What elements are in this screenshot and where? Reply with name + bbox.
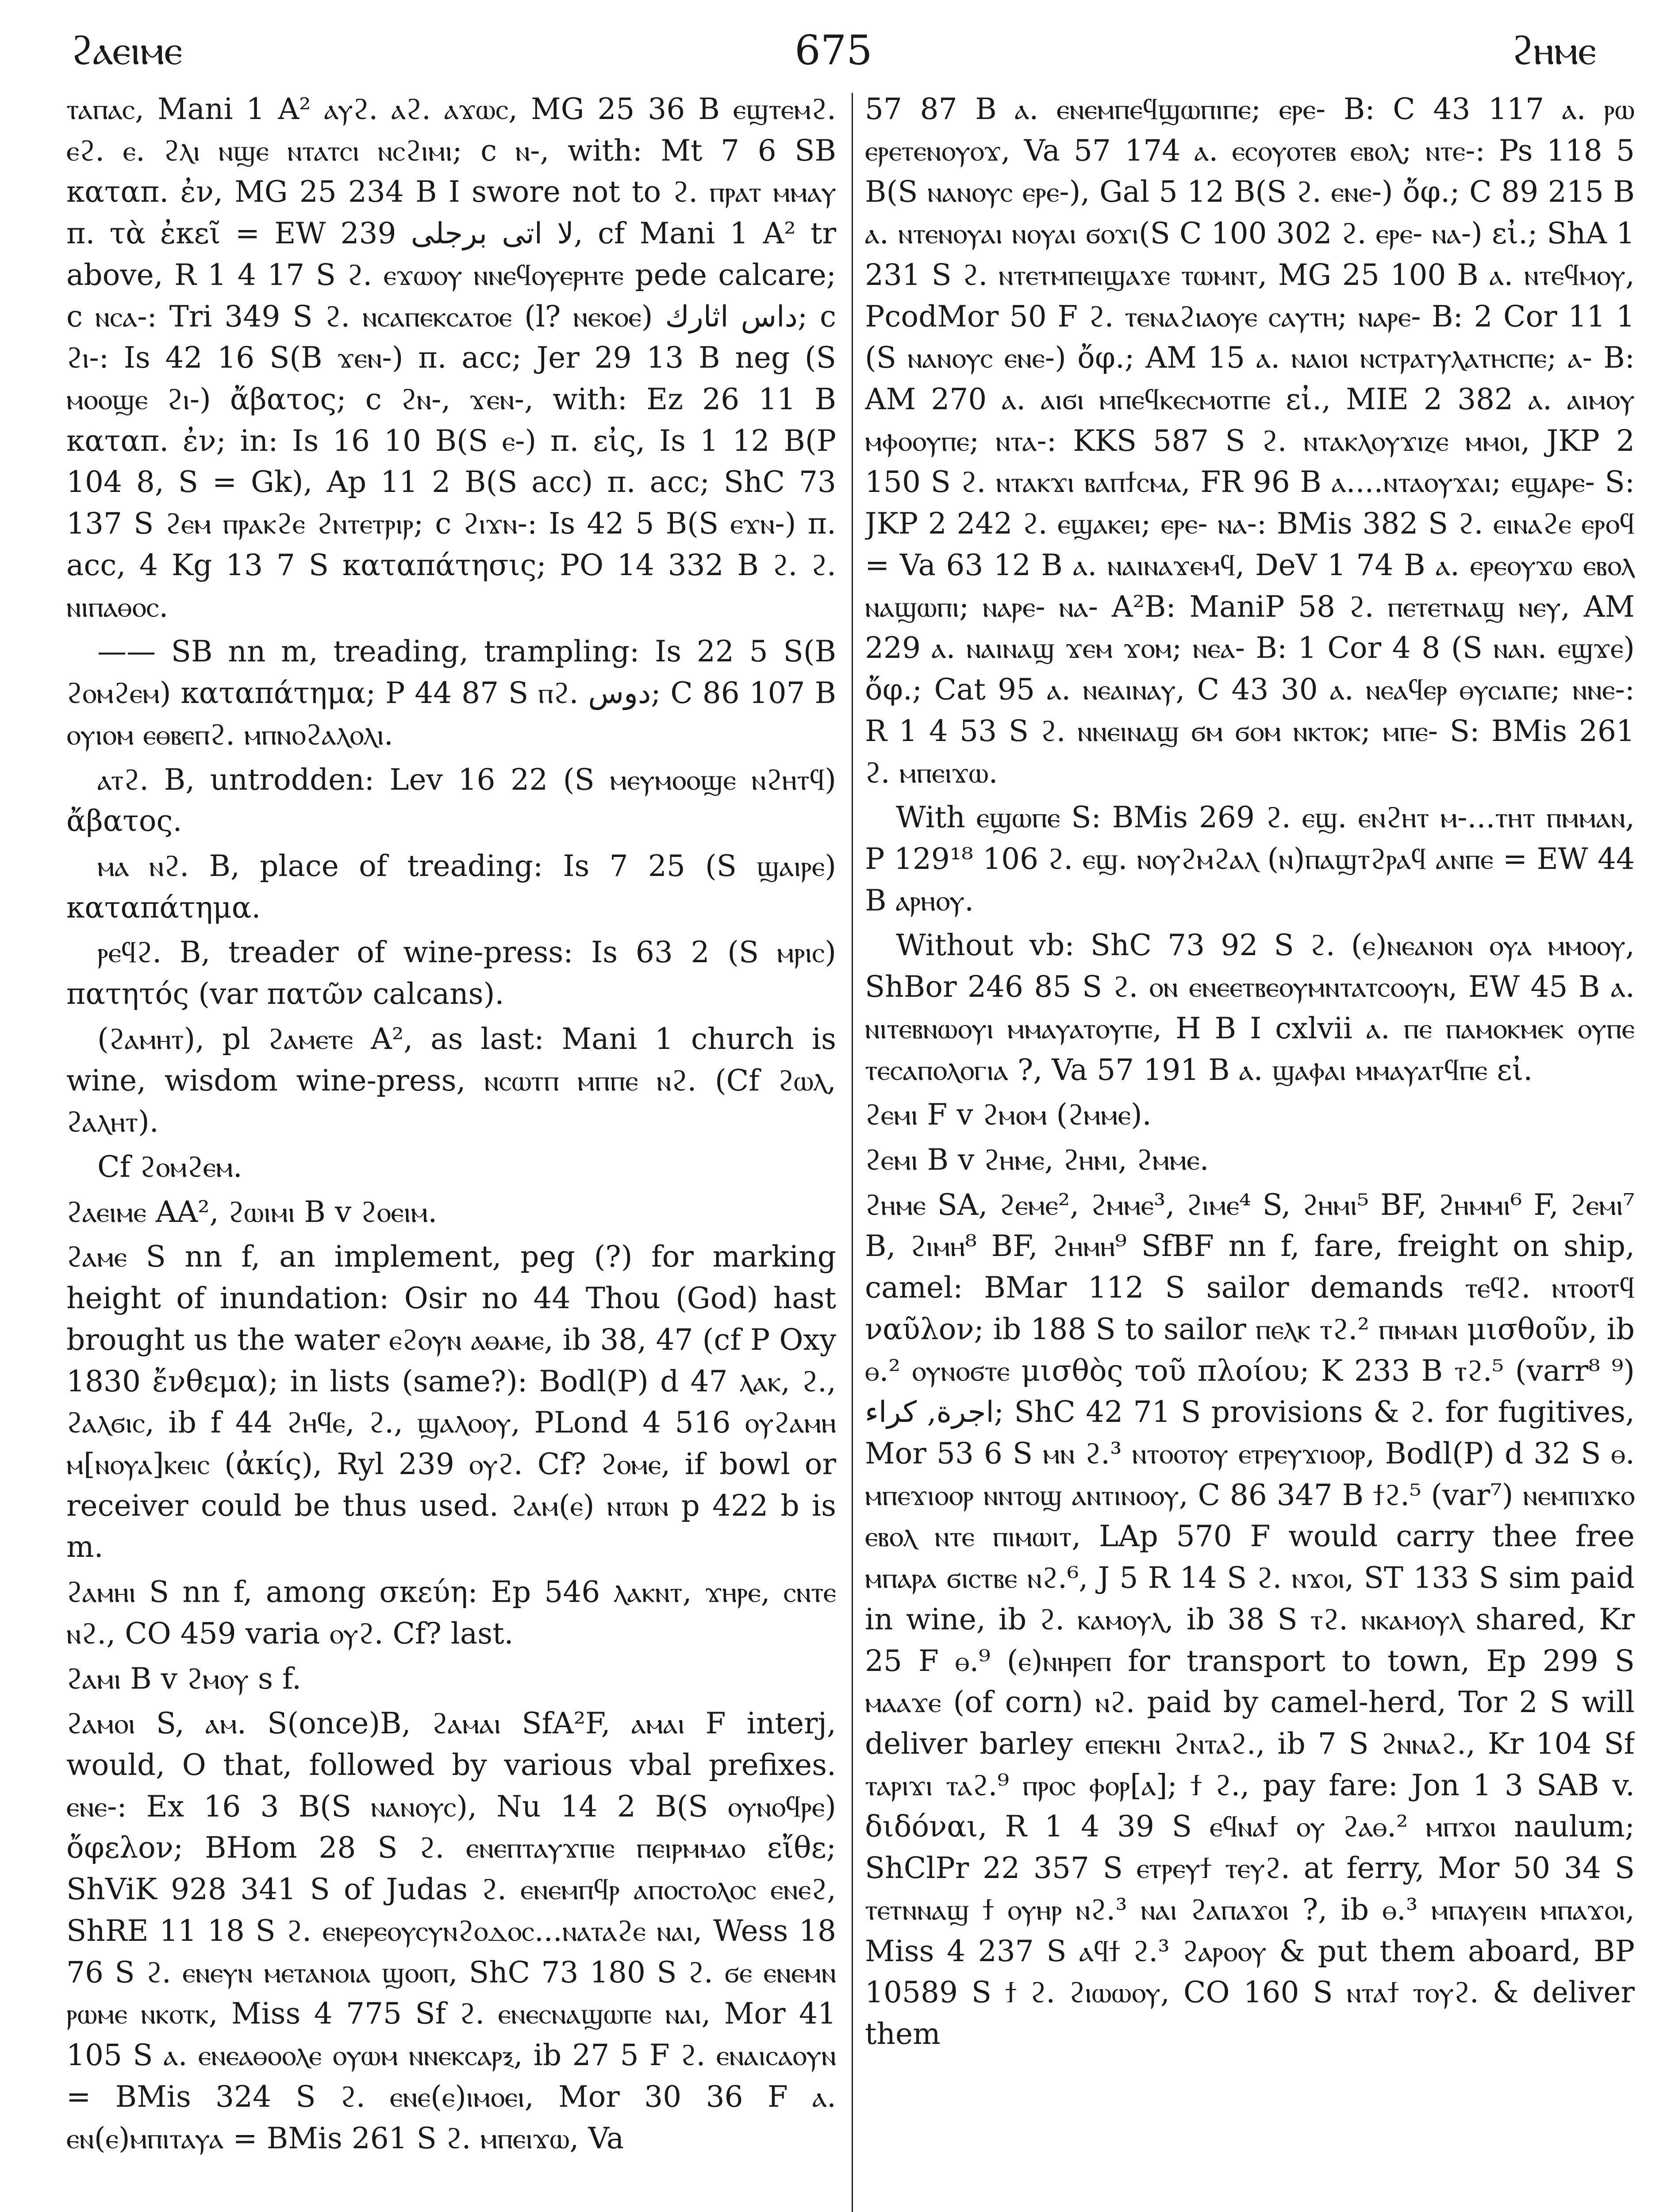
- page-header: [71, 27, 1596, 80]
- header-left-headword: ϩⲁⲉⲓⲙⲉ: [71, 27, 183, 74]
- headword-entry: ϩⲉⲙⲓ B v ϩⲏⲙⲉ, ϩⲏⲙⲓ, ϩⲙⲙⲉ.: [865, 1142, 1209, 1177]
- entry-paragraph: Without vb: ShC 73 92 S ϩ. (ⲉ)ⲛⲉⲁⲛⲟⲛ ⲟⲩⲁ ⲙⲙⲟⲟⲩ, ShBor 246 85 S ϩ. ⲟⲛ ⲉⲛⲉⲉⲧⲃⲉⲟⲩⲙⲛⲧⲁⲧⲥⲟⲟⲩⲛ, EW 45 B ⲁ. ⲛⲓⲧⲉⲃⲛⲱⲟⲩⲓ ⲙⲙⲁⲩⲁⲧⲟⲩⲡⲉ, H B I cxlvii ⲁ. ⲡⲉ ⲡⲁⲙⲟⲕⲙⲉⲕ ⲟⲩⲡⲉ ⲧⲉⲥⲁⲡⲟⲗⲟⲅⲓⲁ ?, Va 57 191 B ⲁ. ϣⲁⲫⲁⲓ ⲙⲙⲁⲩⲁⲧϥⲡⲉ εἰ.: [865, 928, 1635, 1087]
- entry-paragraph: Cf ϩⲟⲙϩⲉⲙ.: [97, 1149, 242, 1184]
- header-right-headword: ϩⲏⲙⲉ: [1511, 27, 1596, 74]
- entry-paragraph: —— SB nn m, treading, trampling: Is 22 5 S(B ϩⲟⲙϩⲉⲙ) καταπάτημα; P 44 87 S ⲡϩ. دوس; C 86 107 B ⲟⲩⲓⲟⲙ ⲉⲑⲃⲉⲡϩ. ⲙⲡⲛⲟϩⲁⲗⲟⲗⲓ.: [66, 634, 836, 752]
- headword-entry: ϩⲁⲙⲉ S nn f, an implement, peg (?) for marking height of inundation: Osir no 44 Thou (God) hast brought us the water ⲉϩⲟⲩⲛ ⲁⲑⲁⲙⲉ, ib 38, 47 (cf P Oxy 1830 ἔνθεμα); in lists (same?): Bodl(P) d 47 ⲗⲁⲕ, ϩ., ϩⲁⲗϭⲓⲥ, ib f 44 ϩⲏϥⲉ, ϩ., ϣⲁⲗⲟⲟⲩ, PLond 4 516 ⲟⲩϩⲁⲙⲏ ⲙ[ⲛⲟⲩⲁ]ⲕⲉⲓⲥ (ἀκίς), Ryl 239 ⲟⲩϩ. Cf? ϩⲟⲙⲉ, if bowl or receiver could be thus used. ϩⲁⲙ(ⲉ) ⲛⲧⲱⲛ p 422 b is m.: [66, 1240, 836, 1564]
- entry-paragraph: With ⲉϣⲱⲡⲉ S: BMis 269 ϩ. ⲉϣ. ⲉⲛϩⲏⲧ ⲙ-...ⲧⲏⲧ ⲡⲙⲙⲁⲛ, P 129¹⁸ 106 ϩ. ⲉϣ. ⲛⲟⲩϩⲙϩⲁⲗ (ⲛ)ⲡⲁϣⲧϩⲣⲁϥ ⲁⲛⲡⲉ = EW 44 B ⲁⲣⲏⲟⲩ.: [865, 800, 1635, 918]
- headword-entry: ϩⲁⲙⲟⲓ S, ⲁⲙ. S(once)B, ϩⲁⲙⲁⲓ SfA²F, ⲁⲙⲁⲓ F interj, would, O that, followed by various vbal prefixes. ⲉⲛⲉ-: Ex 16 3 B(S ⲛⲁⲛⲟⲩⲥ), Nu 14 2 B(S ⲟⲩⲛⲟϥⲣⲉ) ὄφελον; BHom 28 S ϩ. ⲉⲛⲉⲡⲧⲁⲩϫⲡⲓⲉ ⲡⲉⲓⲣⲙⲙⲁⲟ εἴθε; ShViK 928 341 S of Judas ϩ. ⲉⲛⲉⲙⲡϥⲣ ⲁⲡⲟⲥⲧⲟⲗⲟⲥ ⲉⲛⲉϩ, ShRE 11 18 S ϩ. ⲉⲛⲉⲣⲉⲟⲩⲥⲩⲛϩⲟⲇⲟⲥ...ⲛⲁⲧⲁϩⲉ ⲛⲁⲓ, Wess 18 76 S ϩ. ⲉⲛⲉⲩⲛ ⲙⲉⲧⲁⲛⲟⲓⲁ ϣⲟⲟⲡ, ShC 73 180 S ϩ. ϭⲉ ⲉⲛⲉⲙⲛ ⲣⲱⲙⲉ ⲛⲕⲟⲧⲕ, Miss 4 775 Sf ϩ. ⲉⲛⲉⲥⲛⲁϣⲱⲡⲉ ⲛⲁⲓ, Mor 41 105 S ⲁ. ⲉⲛⲉⲁⲑⲟⲟⲗⲉ ⲟⲩⲱⲙ ⲛⲛⲉⲕⲥⲁⲣⲝ, ib 27 5 F ϩ. ⲉⲛⲁⲓⲥⲁⲟⲩⲛ = BMis 324 S ϩ. ⲉⲛⲉ(ⲉ)ⲓⲙⲟⲉⲓ, Mor 30 36 F ⲁ. ⲉⲛ(ⲉ)ⲙⲡⲓⲧⲁⲩⲁ = BMis 261 S ϩ. ⲙⲡⲉⲓϫⲱ, Va: [66, 1706, 836, 2155]
- entry-paragraph: ⲙⲁ ⲛϩ. B, place of treading: Is 7 25 (S ϣⲁⲓⲣⲉ) καταπάτημα.: [66, 849, 836, 925]
- entry-paragraph: ⲣⲉϥϩ. B, treader of wine-press: Is 63 2 (S ⲙⲣⲓⲥ) πατητός (var πατῶν calcans).: [66, 935, 836, 1011]
- entry-paragraph: ⲧⲁⲡⲁⲥ, Mani 1 A² ⲁⲩϩ. ⲁϩ. ⲁϫⲱⲥ, MG 25 36 B ⲉϣⲧⲉⲙϩ. ⲉϩ. ⲉ. ϩⲗⲓ ⲛϣⲉ ⲛⲧⲁⲧⲥⲓ ⲛⲥϩⲓⲙⲓ; c ⲛ-, with: Mt 7 6 SB καταπ. ἐν, MG 25 234 B I swore not to ϩ. ⲡⲣⲁⲧ ⲙⲙⲁⲩ π. τὰ ἐκεῖ = EW 239 لا اتى برجلى, cf Mani 1 A² tr above, R 1 4 17 S ϩ. ⲉϫⲱⲟⲩ ⲛⲛⲉϥⲟⲩⲉⲣⲏⲧⲉ pede calcare; c ⲛⲥⲁ-: Tri 349 S ϩ. ⲛⲥⲁⲡⲉⲕⲥⲁⲧⲟⲉ (l? ⲛⲉⲕⲟⲉ) داس اثارك; c ϩⲓ-: Is 42 16 S(B ϫⲉⲛ-) π. acc; Jer 29 13 B neg (S ⲙⲟⲟϣⲉ ϩⲓ-) ἄβατος; c ϩⲛ-, ϫⲉⲛ-, with: Ez 26 11 B καταπ. ἐν; in: Is 16 10 B(S ⲉ-) π. εἰς, Is 1 12 B(P 104 8, S = Gk), Ap 11 2 B(S acc) π. acc; ShC 73 137 S ϩⲉⲙ ⲡⲣⲁⲕϩⲉ ϩⲛⲧⲉⲧⲣⲓⲣ; c ϩⲓϫⲛ-: Is 42 5 B(S ⲉϫⲛ-) π. acc, 4 Kg 13 7 S καταπάτησις; PO 14 332 B ϩ. ϩ. ⲛⲓⲡⲁⲑⲟⲥ.: [66, 92, 836, 624]
- page-number: 675: [795, 27, 872, 74]
- headword-entry: ϩⲏⲙⲉ SA, ϩⲉⲙⲉ², ϩⲙⲙⲉ³, ϩⲓⲙⲉ⁴ S, ϩⲏⲙⲓ⁵ BF, ϩⲏⲙⲙⲓ⁶ F, ϩⲉⲙⲓ⁷ B, ϩⲓⲙⲏ⁸ BF, ϩⲏⲙⲏ⁹ SfBF nn f, fare, freight on ship, camel: BMar 112 S sailor demands ⲧⲉϥϩ. ⲛⲧⲟⲟⲧϥ ναῦλον; ib 188 S to sailor ⲡⲉⲗⲕ ⲧϩ.² ⲡⲙⲙⲁⲛ μισθοῦν, ib ⲑ.² ⲟⲩⲛⲟϭⲧⲉ μισθὸς τοῦ πλοίου; K 233 B ⲧϩ.⁵ (varr⁸ ⁹) اجرة, كراء; ShC 42 71 S provisions & ϩ. for fugitives, Mor 53 6 S ⲙⲛ ϩ.³ ⲛⲧⲟⲟⲧⲟⲩ ⲉⲧⲣⲉⲩϫⲓⲟⲟⲣ, Bodl(P) d 32 S ⲑ. ⲙⲡⲉϫⲓⲟⲟⲣ ⲛⲛⲧⲟϣ ⲁⲛⲧⲓⲛⲟⲟⲩ, C 86 347 B ϯϩ.⁵ (var⁷) ⲛⲉⲙⲡⲓϫⲕⲟ ⲉⲃⲟⲗ ⲛⲧⲉ ⲡⲓⲙⲱⲓⲧ, LAp 570 F would carry thee free ⲙⲡⲁⲣⲁ ϭⲓⲥⲧⲃⲉ ⲛϩ.⁶, J 5 R 14 S ϩ. ⲛϫⲟⲓ, ST 133 S sim paid in wine, ib ϩ. ⲕⲁⲙⲟⲩⲗ, ib 38 S ⲧϩ. ⲛⲕⲁⲙⲟⲩⲗ shared, Kr 25 F ⲑ.⁹ (ⲉ)ⲛⲏⲣⲉⲡ for transport to town, Ep 299 S ⲙⲁⲁϫⲉ (of corn) ⲛϩ. paid by camel-herd, Tor 2 S will deliver barley ⲉⲡⲉⲕⲏⲓ ϩⲛⲧⲁϩ., ib 7 S ϩⲛⲛⲁϩ., Kr 104 Sf ⲧⲁⲣⲓϫⲓ ⲧⲁϩ.⁹ ⲡⲣⲟⲥ ⲫⲟⲣ[ⲁ]; ϯ ϩ., pay fare: Jon 1 3 SAB v. διδόναι, R 1 4 39 S ⲉϥⲛⲁϯ ⲟⲩ ϩⲁⲑ.² ⲙⲡϫⲟⲓ naulum; ShClPr 22 357 S ⲉⲧⲣⲉⲩϯ ⲧⲉⲩϩ. at ferry, Mor 50 34 S ⲧⲉⲧⲛⲛⲁϣ ϯ ⲟⲩⲏⲣ ⲛϩ.³ ⲛⲁⲓ ϩⲁⲡⲁϫⲟⲓ ?, ib ⲑ.³ ⲙⲡⲁⲩⲉⲓⲛ ⲙⲡⲁϫⲟⲓ, Miss 4 237 S ⲁϥϯ ϩ.³ ϩⲁⲣⲟⲟⲩ & put them aboard, BP 10589 S ϯ ϩ. ϩⲓⲱⲱⲟⲩ, CO 160 S ⲛⲧⲁϯ ⲧⲟⲩϩ. & deliver them: [865, 1187, 1635, 2051]
- headword-entry: ϩⲉⲙⲓ F v ϩⲙⲟⲙ (ϩⲙⲙⲉ).: [865, 1098, 1152, 1132]
- column-divider: [852, 93, 853, 2212]
- entry-paragraph: ⲁⲧϩ. B, untrodden: Lev 16 22 (S ⲙⲉⲩⲙⲟⲟϣⲉ ⲛϩⲏⲧϥ) ἄβατος.: [66, 762, 836, 838]
- entry-paragraph: 57 87 B ⲁ. ⲉⲛⲉⲙⲡⲉϥϣⲱⲡⲓⲡⲉ; ⲉⲣⲉ- B: C 43 117 ⲁ. ⲣⲱ ⲉⲣⲉⲧⲉⲛⲟⲩⲟϫ, Va 57 174 ⲁ. ⲉⲥⲟⲩⲟⲧⲉⲃ ⲉⲃⲟⲗ; ⲛⲧⲉ-: Ps 118 5 B(S ⲛⲁⲛⲟⲩⲥ ⲉⲣⲉ-), Gal 5 12 B(S ϩ. ⲉⲛⲉ-) ὄφ.; C 89 215 B ⲁ. ⲛⲧⲉⲛⲟⲩⲁⲓ ⲛⲟⲩⲁⲓ ϭⲟϫⲓ(S C 100 302 ϩ. ⲉⲣⲉ- ⲛⲁ-) εἰ.; ShA 1 231 S ϩ. ⲛⲧⲉⲧⲙⲡⲉⲓϣⲁϫⲉ ⲧⲱⲙⲛⲧ, MG 25 100 B ⲁ. ⲛⲧⲉϥⲙⲟⲩ, PcodMor 50 F ϩ. ⲧⲉⲛⲁϩⲓⲁⲟⲩⲉ ⲥⲁⲩⲧⲏ; ⲛⲁⲣⲉ- B: 2 Cor 11 1 (S ⲛⲁⲛⲟⲩⲥ ⲉⲛⲉ-) ὄφ.; AM 15 ⲁ. ⲛⲁⲓⲟⲓ ⲛⲥⲧⲣⲁⲧⲩⲗⲁⲧⲏⲥⲡⲉ; ⲁ- B: AM 270 ⲁ. ⲁⲓϭⲓ ⲙⲡⲉϥⲕⲉⲥⲙⲟⲧⲡⲉ εἰ., MIE 2 382 ⲁ. ⲁⲓⲙⲟⲩ ⲙⲫⲟⲟⲩⲡⲉ; ⲛⲧⲁ-: KKS 587 S ϩ. ⲛⲧⲁⲕⲗⲟⲩϫⲓⲍⲉ ⲙⲙⲟⲓ, JKP 2 150 S ϩ. ⲛⲧⲁⲕϫⲓ ⲃⲁⲡϯⲥⲙⲁ, FR 96 B ⲁ....ⲛⲧⲁⲟⲩϫⲁⲓ; ⲉϣⲁⲣⲉ- S: JKP 2 242 ϩ. ⲉϣⲁⲕⲉⲓ; ⲉⲣⲉ- ⲛⲁ-: BMis 382 S ϩ. ⲉⲓⲛⲁϩⲉ ⲉⲣⲟϥ = Va 63 12 B ⲁ. ⲛⲁⲓⲛⲁϫⲉⲙϥ, DeV 1 74 B ⲁ. ⲉⲣⲉⲟⲩϫⲱ ⲉⲃⲟⲗ ⲛⲁϣⲱⲡⲓ; ⲛⲁⲣⲉ- ⲛⲁ- A²B: ManiP 58 ϩ. ⲡⲉⲧⲉⲧⲛⲁϣ ⲛⲉⲩ, AM 229 ⲁ. ⲛⲁⲓⲛⲁϣ ϫⲉⲙ ϫⲟⲙ; ⲛⲉⲁ- B: 1 Cor 4 8 (S ⲛⲁⲛ. ⲉϣϫⲉ) ὄφ.; Cat 95 ⲁ. ⲛⲉⲁⲓⲛⲁⲩ, C 43 30 ⲁ. ⲛⲉⲁϥⲉⲣ ⲑⲩⲥⲓⲁⲡⲉ; ⲛⲛⲉ-: R 1 4 53 S ϩ. ⲛⲛⲉⲓⲛⲁϣ ϭⲙ ϭⲟⲙ ⲛⲕⲧⲟⲕ; ⲙⲡⲉ- S: BMis 261 ϩ. ⲙⲡⲉⲓϫⲱ.: [865, 92, 1635, 790]
- left-column: [66, 88, 836, 2212]
- headword-entry: ϩⲁⲉⲓⲙⲉ AA², ϩⲱⲓⲙⲓ B v ϩⲟⲉⲓⲙ.: [66, 1194, 438, 1229]
- headword-entry: ϩⲁⲙⲓ B v ϩⲙⲟⲩ s f.: [66, 1661, 302, 1696]
- right-column: [865, 88, 1635, 2212]
- entry-paragraph: (ϩⲁⲙⲏⲧ), pl ϩⲁⲙⲉⲧⲉ A², as last: Mani 1 church is wine, wisdom wine-press, ⲛⲥⲱⲧⲡ ⲙⲡⲡⲉ ⲛϩ. (Cf ϩⲱⲗ, ϩⲁⲗⲏⲧ).: [66, 1022, 836, 1139]
- headword-entry: ϩⲁⲙⲏⲓ S nn f, among σκεύη: Ep 546 ⲗⲁⲕⲛⲧ, ϫⲏⲣⲉ, ⲥⲛⲧⲉ ⲛϩ., CO 459 varia ⲟⲩϩ. Cf? last.: [66, 1575, 836, 1651]
